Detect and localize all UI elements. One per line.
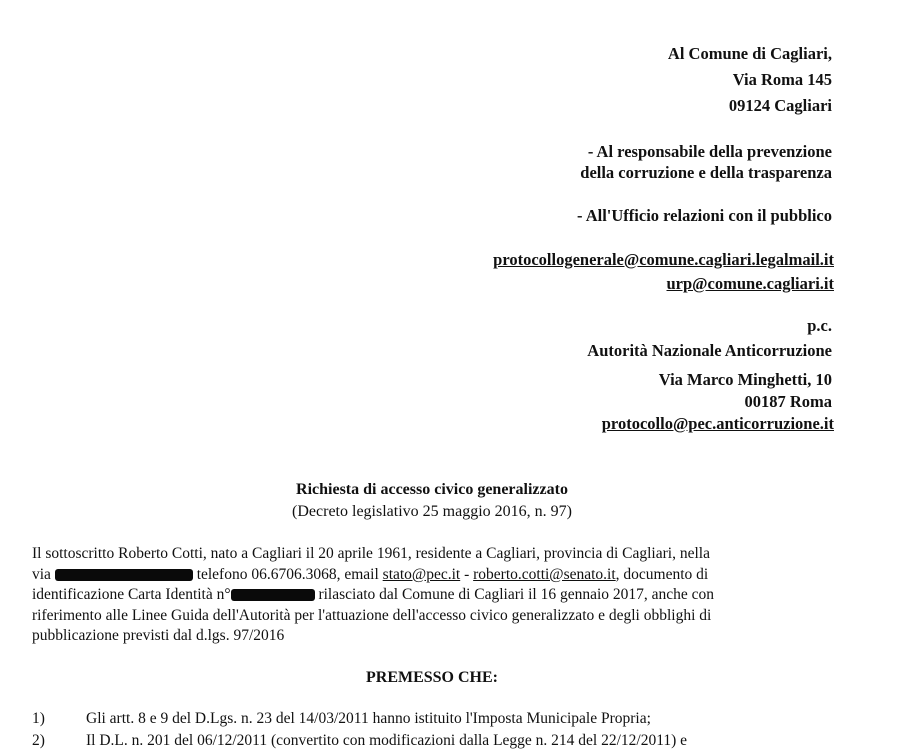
redacted-id-number	[231, 589, 315, 601]
intro-line-3	[32, 585, 832, 606]
rpct-line-1: - Al responsabile della prevenzione	[587, 142, 832, 161]
list-item-number: 2)	[32, 732, 45, 749]
comune-name: Al Comune di Cagliari,	[667, 44, 832, 63]
anac-email-link[interactable]: protocollo@pec.anticorruzione.it	[601, 414, 834, 433]
intro-id-label: identificazione Carta Identità n°	[32, 586, 231, 603]
comune-street: Via Roma 145	[732, 70, 832, 89]
anac-city: 00187 Roma	[744, 392, 832, 411]
email-senato-link[interactable]: roberto.cotti@senato.it	[473, 565, 616, 583]
list-item-text: Gli artt. 8 e 9 del D.Lgs. n. 23 del 14/03/2011 hanno istituito l'Imposta Municipale Propria;	[86, 710, 651, 727]
intro-line-2	[32, 565, 832, 586]
list-item	[32, 710, 842, 728]
request-subtitle: (Decreto legislativo 25 maggio 2016, n. 97)	[292, 503, 572, 520]
request-title: Richiesta di accesso civico generalizzato	[296, 481, 568, 498]
intro-doc-label: , documento di	[615, 565, 709, 583]
email-urp-link[interactable]: urp@comune.cagliari.it	[666, 274, 834, 293]
anac-name: Autorità Nazionale Anticorruzione	[587, 341, 832, 360]
intro-phone: telefono 06.6706.3068, email	[196, 565, 379, 583]
intro-via-label: via	[32, 565, 51, 583]
intro-issued: rilasciato dal Comune di Cagliari il 16 gennaio 2017, anche con	[318, 586, 715, 603]
premesso-heading: PREMESSO CHE:	[365, 669, 498, 686]
urp-line: - All'Ufficio relazioni con il pubblico	[577, 206, 832, 225]
anac-street: Via Marco Minghetti, 10	[658, 370, 832, 389]
email-protocollo-link[interactable]: protocollogenerale@comune.cagliari.legalmail.it	[493, 250, 834, 269]
list-item	[32, 732, 842, 749]
list-item-number: 1)	[32, 710, 45, 727]
comune-city: 09124 Cagliari	[728, 96, 832, 115]
intro-line-1: Il sottoscritto Roberto Cotti, nato a Cagliari il 20 aprile 1961, residente a Cagliari, provincia di Cagliari, nella	[32, 545, 710, 562]
email-separator: -	[464, 565, 470, 583]
intro-line-4: riferimento alle Linee Guida dell'Autorità per l'attuazione dell'accesso civico generalizzato e degli obblighi di	[32, 606, 712, 624]
email-pec-link[interactable]: stato@pec.it	[382, 565, 461, 583]
intro-line-5: pubblicazione previsti dal d.lgs. 97/2016	[32, 627, 285, 644]
rpct-line-2: della corruzione e della trasparenza	[580, 163, 832, 182]
intro-paragraph	[32, 544, 832, 647]
redacted-address	[55, 569, 193, 581]
list-item-text: Il D.L. n. 201 del 06/12/2011 (convertito con modificazioni dalla Legge n. 214 del 22/12/2011) e	[86, 732, 688, 749]
pc-label: p.c.	[807, 316, 832, 335]
